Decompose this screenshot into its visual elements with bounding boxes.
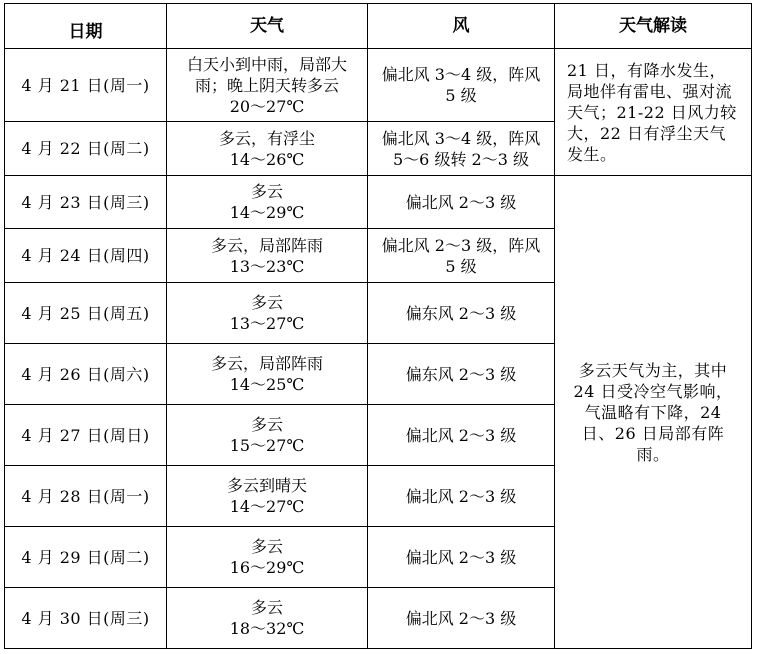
wind-cell xyxy=(368,405,555,466)
temperature-range: 18～32℃ xyxy=(229,619,305,638)
wind-cell xyxy=(368,229,555,283)
weather-cell xyxy=(167,405,368,466)
header-date: 日期 xyxy=(5,4,167,49)
temperature-range: 14～29℃ xyxy=(229,203,305,222)
weather-condition: 多云到晴天 xyxy=(226,476,307,495)
weather-condition: 多云 xyxy=(250,598,283,617)
wind-text: 偏北风 3～4 级，阵风 5 级 xyxy=(381,65,541,105)
date-cell: 4 月 23 日(周三) xyxy=(5,176,167,229)
table-row xyxy=(5,176,752,229)
wind-text: 偏东风 2～3 级 xyxy=(405,364,517,384)
interpretation-cell-2 xyxy=(555,176,752,649)
temperature-range: 15～27℃ xyxy=(229,436,305,455)
date-cell: 4 月 26 日(周六) xyxy=(5,344,167,405)
date-cell: 4 月 24 日(周四) xyxy=(5,229,167,283)
date-cell: 4 月 22 日(周二) xyxy=(5,122,167,176)
weather-cell xyxy=(167,229,368,283)
weather-condition: 白天小到中雨，局部大雨；晚上阴天转多云 xyxy=(186,54,347,95)
wind-cell xyxy=(368,588,555,649)
date-cell: 4 月 27 日(周日) xyxy=(5,405,167,466)
date-cell: 4 月 25 日(周五) xyxy=(5,283,167,344)
temperature-range: 13～23℃ xyxy=(229,256,305,276)
date-cell: 4 月 21 日(周一) xyxy=(5,49,167,122)
temperature-range: 20～27℃ xyxy=(229,96,305,116)
wind-cell xyxy=(368,466,555,527)
temperature-range: 14～27℃ xyxy=(229,497,305,516)
wind-cell xyxy=(368,283,555,344)
temperature-range: 16～29℃ xyxy=(229,558,305,577)
weather-condition: 多云 xyxy=(250,182,283,201)
temperature-range: 13～27℃ xyxy=(229,314,305,333)
weather-cell xyxy=(167,176,368,229)
date-cell: 4 月 29 日(周二) xyxy=(5,527,167,588)
weather-cell xyxy=(167,344,368,405)
weather-condition: 多云，局部阵雨 xyxy=(210,235,323,255)
weather-cell xyxy=(167,283,368,344)
temperature-range: 14～25℃ xyxy=(229,375,305,394)
wind-text: 偏北风 3～4 级，阵风 5～6 级转 2～3 级 xyxy=(381,128,541,169)
interpretation-text: 多云天气为主，其中 24 日受冷空气影响，气温略有下降，24 日、26 日局部有阵雨。 xyxy=(573,360,733,464)
weather-cell xyxy=(167,527,368,588)
weather-condition: 多云 xyxy=(250,293,283,312)
wind-text: 偏北风 2～3 级 xyxy=(405,192,517,212)
weather-forecast-table xyxy=(4,3,752,649)
wind-text: 偏北风 2～3 级 xyxy=(405,486,517,506)
interpretation-text: 21 日，有降水发生，局地伴有雷电、强对流天气；21-22 日风力较大，22 日有浮尘天气发生。 xyxy=(567,60,737,164)
wind-cell xyxy=(368,49,555,122)
weather-condition: 多云，有浮尘 xyxy=(218,128,315,148)
header-weather: 天气 xyxy=(167,4,368,49)
wind-text: 偏北风 2～3 级 xyxy=(405,425,517,445)
date-cell: 4 月 28 日(周一) xyxy=(5,466,167,527)
weather-condition: 多云 xyxy=(250,537,283,556)
weather-condition: 多云，局部阵雨 xyxy=(210,354,323,373)
weather-cell xyxy=(167,49,368,122)
wind-text: 偏北风 2～3 级 xyxy=(405,547,517,567)
wind-cell xyxy=(368,176,555,229)
weather-cell xyxy=(167,122,368,176)
wind-text: 偏东风 2～3 级 xyxy=(405,303,517,323)
interpretation-cell-1 xyxy=(555,49,752,176)
table-row xyxy=(5,49,752,122)
date-cell: 4 月 30 日(周三) xyxy=(5,588,167,649)
header-wind: 风 xyxy=(368,4,555,49)
wind-text: 偏北风 2～3 级，阵风 5 级 xyxy=(381,235,541,276)
wind-cell xyxy=(368,344,555,405)
weather-cell xyxy=(167,466,368,527)
header-interpretation: 天气解读 xyxy=(555,4,752,49)
weather-condition: 多云 xyxy=(250,415,283,434)
wind-cell xyxy=(368,122,555,176)
temperature-range: 14～26℃ xyxy=(229,149,305,169)
wind-cell xyxy=(368,527,555,588)
wind-text: 偏北风 2～3 级 xyxy=(405,608,517,628)
weather-cell xyxy=(167,588,368,649)
table-header-row xyxy=(5,4,752,49)
